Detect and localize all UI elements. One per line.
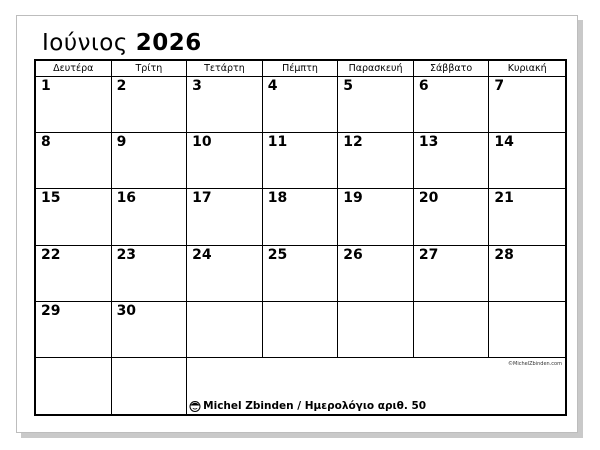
- day-number: 6: [418, 78, 429, 94]
- day-cell: [187, 133, 263, 189]
- day-cell: [36, 358, 112, 414]
- day-cell: [414, 246, 490, 302]
- day-number: 22: [41, 246, 61, 263]
- weekday-header: Τρίτη: [112, 61, 188, 77]
- month-label: Ιούνιος: [42, 30, 128, 56]
- day-cell: [489, 77, 565, 133]
- day-cell: [187, 302, 263, 358]
- day-number: 27: [418, 246, 439, 263]
- day-number: 15: [41, 190, 61, 207]
- weekday-header: Τετάρτη: [187, 61, 263, 77]
- day-cell: [112, 246, 188, 302]
- signature-text: Michel Zbinden / Ημερολόγιο αριθ. 50: [203, 400, 427, 412]
- day-cell: [112, 302, 188, 358]
- day-cell: [489, 133, 565, 189]
- day-cell: [414, 133, 490, 189]
- weekday-header: Κυριακή: [489, 61, 565, 77]
- day-cell: [112, 133, 188, 189]
- day-number: 9: [116, 134, 127, 151]
- day-number: 29: [41, 302, 61, 319]
- day-cell: [338, 302, 414, 358]
- day-cell: [263, 189, 339, 245]
- day-number: 16: [116, 190, 137, 207]
- day-cell: [489, 189, 565, 245]
- day-cell: [338, 133, 414, 189]
- day-number: 21: [494, 190, 514, 207]
- day-number: 17: [192, 190, 212, 207]
- signature: [189, 400, 426, 412]
- day-cell: [489, 246, 565, 302]
- day-cell: [112, 77, 188, 133]
- weekday-header: Πέμπτη: [263, 61, 339, 77]
- day-number: 1: [41, 78, 51, 94]
- day-number: 8: [41, 134, 51, 151]
- day-number: 12: [343, 134, 363, 151]
- day-cell: [414, 189, 490, 245]
- day-number: 28: [494, 246, 514, 263]
- page-title: [42, 32, 202, 55]
- day-cell: [263, 246, 339, 302]
- day-cell: [36, 189, 112, 245]
- day-cell: [338, 246, 414, 302]
- day-cell: [36, 302, 112, 358]
- day-cell: [187, 189, 263, 245]
- day-cell: [263, 77, 339, 133]
- face-icon: [189, 400, 201, 412]
- day-cell: [489, 302, 565, 358]
- day-cell: [36, 77, 112, 133]
- calendar-grid: [34, 59, 567, 416]
- copyright-text: ©MichelZbinden.com: [508, 360, 562, 367]
- day-number: 5: [343, 78, 354, 94]
- day-number: 30: [116, 302, 137, 319]
- day-number: 11: [267, 134, 288, 151]
- day-cell: [187, 246, 263, 302]
- weekday-header: Παρασκευή: [338, 61, 414, 77]
- day-number: 26: [343, 246, 363, 263]
- day-number: 25: [267, 246, 288, 263]
- weekday-header: Σάββατο: [414, 61, 490, 77]
- day-cell: [36, 133, 112, 189]
- day-cell: [414, 77, 490, 133]
- day-cell: [338, 77, 414, 133]
- day-number: 7: [494, 78, 505, 94]
- day-number: 10: [192, 134, 212, 151]
- day-cell: [112, 358, 188, 414]
- day-cell: [414, 302, 490, 358]
- day-number: 14: [494, 134, 514, 151]
- day-cell: [263, 302, 339, 358]
- day-number: 13: [418, 134, 439, 151]
- day-cell: [187, 77, 263, 133]
- footer-area: [187, 358, 565, 414]
- day-cell: [112, 189, 188, 245]
- day-number: 19: [343, 190, 363, 207]
- year-label: 2026: [135, 30, 202, 56]
- day-cell: [338, 189, 414, 245]
- day-number: 2: [116, 78, 127, 94]
- day-number: 18: [267, 190, 288, 207]
- weekday-header: Δευτέρα: [36, 61, 112, 77]
- day-number: 3: [192, 78, 202, 94]
- day-number: 20: [418, 190, 439, 207]
- day-number: 24: [192, 246, 212, 263]
- day-cell: [263, 133, 339, 189]
- day-number: 4: [267, 78, 278, 94]
- day-cell: [36, 246, 112, 302]
- day-number: 23: [116, 246, 137, 263]
